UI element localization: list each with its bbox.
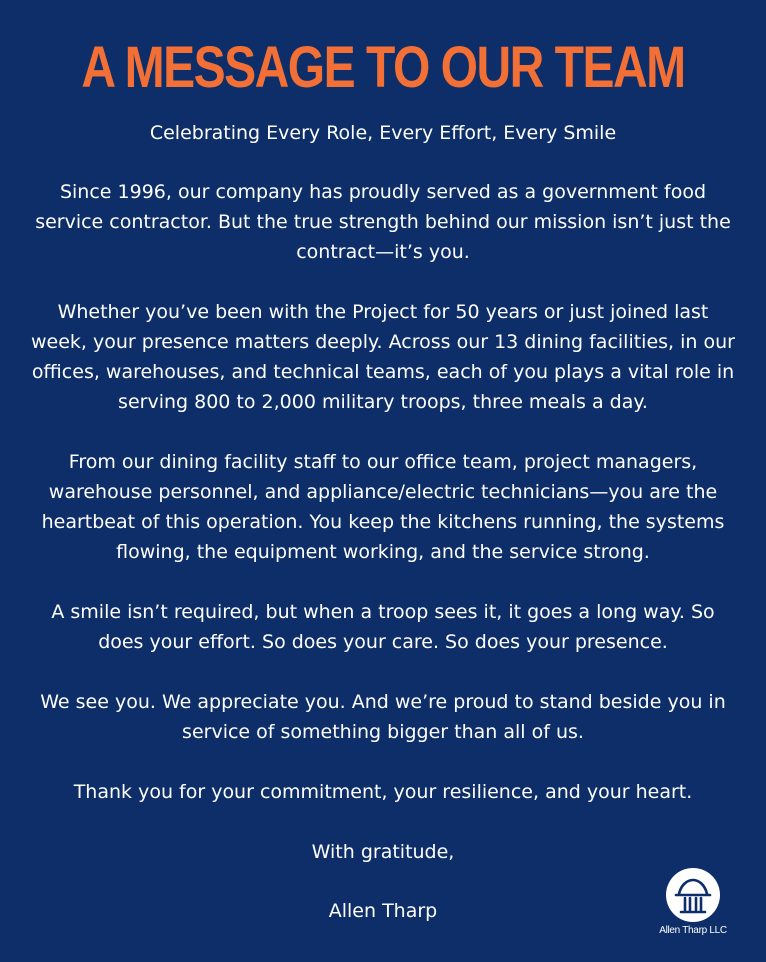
paragraph-thanks: Thank you for your commitment, your resilience, and your heart. — [73, 781, 693, 803]
closing-line: With gratitude, — [311, 841, 455, 863]
logo-text: Allen Tharp LLC — [659, 925, 727, 936]
capitol-building-icon — [666, 868, 720, 922]
paragraph-staff: From our dining facility staff to our office team, project managers, warehouse personnel, and appliance/electric technicians—you are the heartbeat of this operation. You keep the kitchens running, the systems flowing, the equipment working, and the service strong. — [41, 451, 725, 563]
paragraph-history: Since 1996, our company has proudly served as a government food service contractor. But the true strength behind our mission isn’t just the contract—it’s you. — [35, 181, 731, 263]
signature: Allen Tharp — [328, 900, 438, 922]
page-title: A MESSAGE TO OUR TEAM — [81, 35, 685, 101]
company-logo — [650, 868, 736, 944]
page-subtitle: Celebrating Every Role, Every Effort, Every Smile — [149, 122, 617, 144]
message-body — [30, 177, 736, 956]
paragraph-smile: A smile isn’t required, but when a troop sees it, it goes a long way. So does your effort. So does your care. So does your presence. — [51, 601, 715, 653]
paragraph-presence: Whether you’ve been with the Project for 50 years or just joined last week, your presence matters deeply. Across our 13 dining facilities, in our offices, warehouses, and technical teams, each of you plays a vital role in serving 800 to 2,000 military troops, three meals a day. — [31, 301, 735, 413]
paragraph-appreciation: We see you. We appreciate you. And we’re proud to stand beside you in service of something bigger than all of us. — [40, 691, 726, 743]
